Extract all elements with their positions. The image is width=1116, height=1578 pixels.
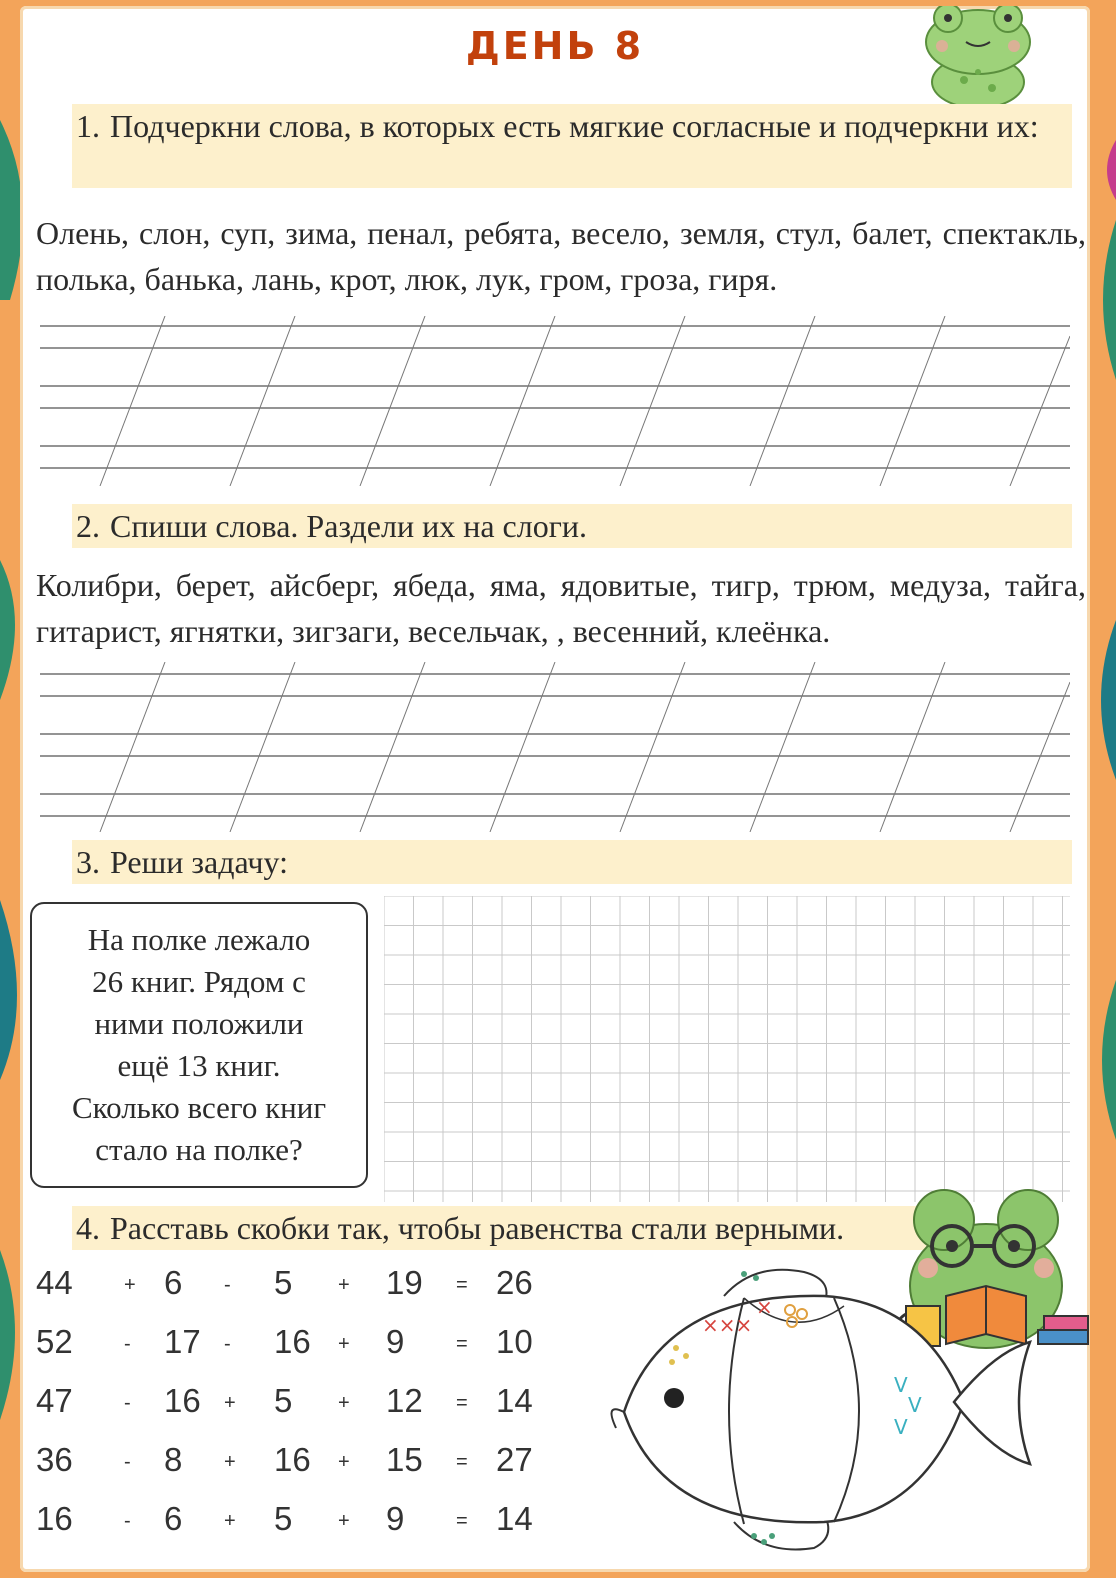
equation-operator: -	[124, 1510, 131, 1532]
equation-row	[36, 1500, 576, 1560]
task2-header	[72, 504, 1072, 548]
equation-operator: +	[338, 1451, 350, 1473]
equation-number: 16	[164, 1382, 201, 1419]
equation-row	[36, 1382, 576, 1442]
task4-instruction: Расставь скобки так, чтобы равенства стали верными.	[110, 1210, 845, 1246]
svg-text:V: V	[894, 1373, 908, 1397]
problem-line: стало на полке?	[95, 1132, 303, 1167]
task3-number: 3.	[76, 844, 100, 880]
equation-number: 5	[274, 1382, 293, 1419]
equation-number: 27	[496, 1441, 533, 1478]
task3-instruction: Реши задачу:	[110, 844, 288, 880]
worksheet-page	[20, 6, 1090, 1572]
problem-line: 26 книг. Рядом с	[92, 964, 306, 999]
task4-header	[72, 1206, 952, 1250]
problem-line: Сколько всего книг	[71, 1090, 327, 1125]
equation-number: 17	[164, 1323, 201, 1360]
equation-operator: =	[456, 1333, 468, 1355]
problem-line: ещё 13 книг.	[117, 1048, 281, 1083]
equation-operator: +	[338, 1510, 350, 1532]
equation-number: 14	[496, 1500, 533, 1537]
task1-header	[72, 104, 1072, 188]
task3-header	[72, 840, 1072, 884]
equation-number: 44	[36, 1264, 73, 1301]
equation-operator: =	[456, 1510, 468, 1532]
equation-operator: -	[124, 1392, 131, 1414]
equation-operator: -	[124, 1451, 131, 1473]
equation-number: 6	[164, 1264, 183, 1301]
equation-operator: =	[456, 1392, 468, 1414]
equation-number: 19	[386, 1264, 423, 1301]
equation-row	[36, 1441, 576, 1501]
equation-number: 9	[386, 1500, 405, 1537]
equation-operator: =	[456, 1274, 468, 1296]
equation-number: 14	[496, 1382, 533, 1419]
problem-line: На полке лежало	[87, 922, 311, 957]
equation-number: 15	[386, 1441, 423, 1478]
task1-instruction: Подчеркни слова, в которых есть мягкие согласные и подчеркни их:	[110, 108, 1039, 144]
frog-icon	[908, 6, 1048, 112]
equation-number: 16	[274, 1441, 311, 1478]
svg-text:V: V	[894, 1415, 908, 1439]
equation-number: 5	[274, 1500, 293, 1537]
task1-number: 1.	[76, 108, 100, 144]
equation-number: 8	[164, 1441, 183, 1478]
equation-number: 36	[36, 1441, 73, 1478]
task4-number: 4.	[76, 1210, 100, 1246]
equation-number: 10	[496, 1323, 533, 1360]
equation-operator: =	[456, 1451, 468, 1473]
svg-text:×××: ×××	[702, 1313, 753, 1337]
equation-operator: -	[124, 1333, 131, 1355]
equation-operator: +	[338, 1274, 350, 1296]
task1-word-list: Олень, слон, суп, зима, пенал, ребята, весело, земля, стул, балет, спектакль, полька, банька, лань, крот, люк, лук, гром, гроза, гиря.	[36, 215, 1086, 297]
equation-number: 6	[164, 1500, 183, 1537]
task2-instruction: Спиши слова. Раздели их на слоги.	[110, 508, 587, 544]
equation-operator: +	[338, 1392, 350, 1414]
equation-number: 52	[36, 1323, 73, 1360]
equation-number: 47	[36, 1382, 73, 1419]
equation-row	[36, 1323, 576, 1383]
equation-operator: +	[224, 1392, 236, 1414]
equation-row	[36, 1264, 576, 1324]
task2-number: 2.	[76, 508, 100, 544]
equation-number: 16	[36, 1500, 73, 1537]
equation-operator: +	[124, 1274, 136, 1296]
equation-number: 5	[274, 1264, 293, 1301]
task2-writing-lines	[40, 662, 1070, 832]
equation-number: 26	[496, 1264, 533, 1301]
equation-number: 12	[386, 1382, 423, 1419]
equation-number: 9	[386, 1323, 405, 1360]
equation-operator: -	[224, 1333, 231, 1355]
page-title: ДЕНЬ 8	[465, 24, 645, 68]
task2-word-list: Колибри, берет, айсберг, ябеда, яма, ядовитые, тигр, трюм, медуза, тайга, гитарист, ягнятки, зигзаги, весельчак, , весенний, клеёнка.	[36, 567, 1086, 649]
svg-text:×: ×	[756, 1295, 773, 1319]
fish-coloring-icon	[594, 1252, 1034, 1562]
equation-operator: +	[224, 1510, 236, 1532]
equation-operator: +	[224, 1451, 236, 1473]
equation-number: 16	[274, 1323, 311, 1360]
task1-writing-lines	[40, 316, 1070, 486]
equation-operator: +	[338, 1333, 350, 1355]
problem-line: ними положили	[94, 1006, 304, 1041]
svg-text:V: V	[908, 1393, 922, 1417]
answer-grid[interactable]	[384, 896, 1070, 1202]
word-problem-box	[30, 902, 368, 1188]
equation-operator: -	[224, 1274, 231, 1296]
